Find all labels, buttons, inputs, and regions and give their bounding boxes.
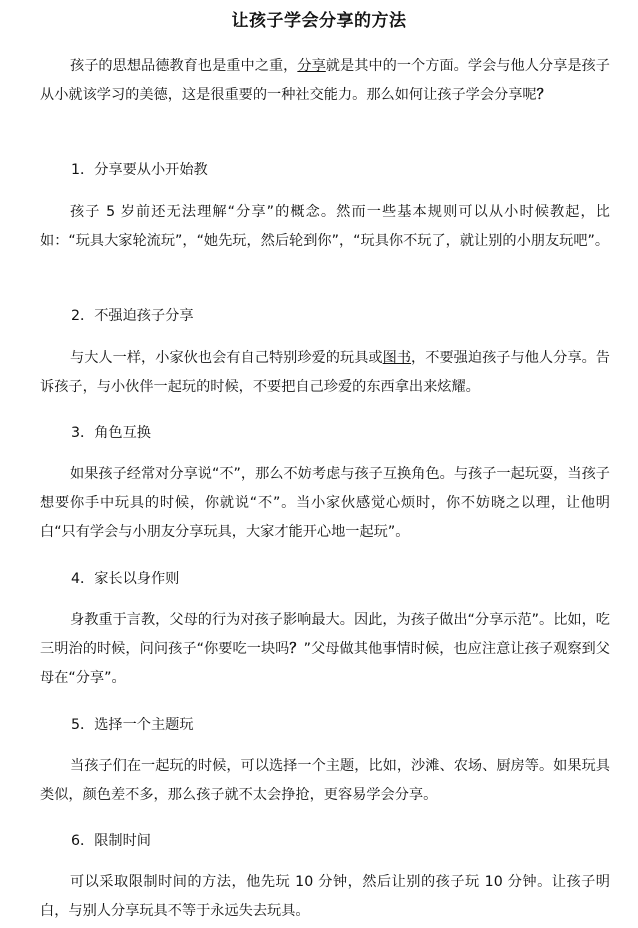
section-heading-5: 5．选择一个主题玩 — [71, 717, 194, 733]
section-4-text-after: ”父母做其他事情时候，也应注意让孩子观察到父母在“分享”。 — [40, 641, 610, 686]
section-heading-4: 4．家长以身作则 — [71, 571, 180, 587]
section-text-3: 如果孩子经常对分享说“不”，那么不妨考虑与孩子互换角色。与孩子一起玩耍，当孩子想要你手中玩具的时候，你就说“不”。当小家伙感觉心烦时，你不妨晓之以理，让他明白“只有学会与小朋友分享玩具，大家才能开心地一起玩”。 — [40, 466, 610, 540]
section-4-text-before: 身教重于言教，父母的行为对孩子影响最大。因此，为孩子做出“分享示范”。比如，吃三明治的时候，问问孩子“你要吃一块吗 — [40, 612, 610, 657]
section-text-1: 孩子 5 岁前还无法理解“分享”的概念。然而一些基本规则可以从小时候教起，比如：“玩具大家轮流玩”，“她先玩，然后轮到你”，“玩具你不玩了，就让别的小朋友玩吧”。 — [40, 204, 610, 249]
section-2-text-after: ，不要强迫孩子与他人分享。告诉孩子，与小伙伴一起玩的时候，不要把自己珍爱的东西拿出来炫耀。 — [40, 350, 610, 395]
section-heading-1: 1．分享要从小开始教 — [71, 162, 208, 178]
intro-text-before: 孩子的思想品德教育也是重中之重， — [70, 58, 298, 74]
section-text-6: 可以采取限制时间的方法，他先玩 10 分钟，然后让别的孩子玩 10 分钟。让孩子明白，与别人分享玩具不等于永远失去玩具。 — [40, 874, 610, 919]
section-4-question-mark: ？ — [289, 641, 304, 657]
intro-question-mark: ？ — [536, 87, 551, 103]
intro-text-after: 就是其中的一个方面。学会与他人分享是孩子从小就该学习的美德，这是很重要的一种社交能力。那么如何让孩子学会分享呢 — [40, 58, 610, 103]
section-2-text-before: 与大人一样，小家伙也会有自己特别珍爱的玩具或 — [70, 350, 383, 366]
books-link[interactable]: 图书 — [382, 350, 412, 366]
section-heading-3: 3．角色互换 — [71, 425, 151, 441]
share-link[interactable]: 分享 — [297, 58, 326, 74]
section-text-5: 当孩子们在一起玩的时候，可以选择一个主题，比如，沙滩、农场、厨房等。如果玩具类似，颜色差不多，那么孩子就不太会挣抢，更容易学会分享。 — [40, 758, 610, 803]
section-text-4 — [40, 606, 610, 693]
intro-paragraph — [40, 52, 610, 110]
section-heading-6: 6．限制时间 — [71, 833, 151, 849]
section-heading-2: 2．不强迫孩子分享 — [71, 308, 194, 324]
document-title: 让孩子学会分享的方法 — [231, 11, 407, 31]
section-text-2 — [40, 344, 610, 402]
